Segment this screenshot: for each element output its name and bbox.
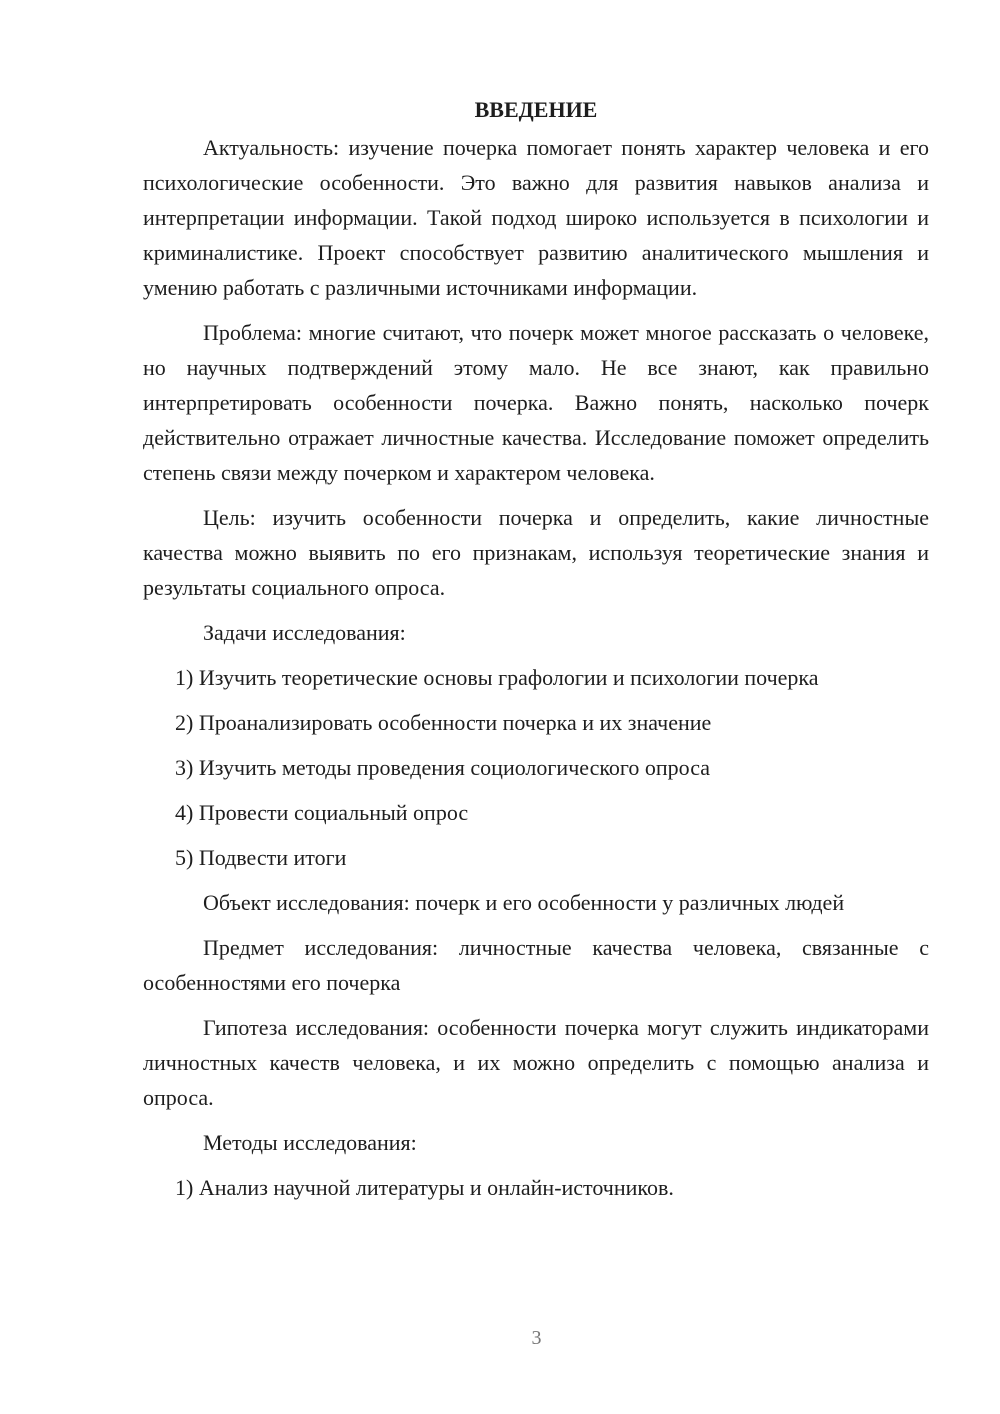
methods-heading: Методы исследования: bbox=[203, 1130, 417, 1155]
problem-paragraph: Проблема: многие считают, что почерк может многое рассказать о человеке, но научных подтверждений этому мало. Не все знают, как правильно интерпретировать особенности почерка. Важно понять, насколько почерк действительно отражает личностные качества. Исследование поможет определить степень связи между почерком и характером человека. bbox=[143, 320, 929, 485]
object-paragraph: Объект исследования: почерк и его особенности у различных людей bbox=[203, 890, 845, 915]
task-list-item: 5) Подвести итоги bbox=[175, 845, 347, 870]
document-page bbox=[143, 92, 929, 1215]
goal-paragraph: Цель: изучить особенности почерка и определить, какие личностные качества можно выявить по его признакам, используя теоретические знания и результаты социального опроса. bbox=[143, 505, 929, 600]
tasks-heading: Задачи исследования: bbox=[203, 620, 406, 645]
task-list-item: 2) Проанализировать особенности почерка и их значение bbox=[175, 710, 712, 735]
relevance-paragraph: Актуальность: изучение почерка помогает понять характер человека и его психологические особенности. Это важно для развития навыков анализа и интерпретации информации. Такой подход широко используется в психологии и криминалистике. Проект способствует развитию аналитического мышления и умению работать с различными источниками информации. bbox=[143, 135, 929, 300]
task-list-item: 1) Изучить теоретические основы графологии и психологии почерка bbox=[175, 665, 819, 690]
subject-paragraph: Предмет исследования: личностные качества человека, связанные с особенностями его почерка bbox=[143, 935, 929, 995]
page-title: ВВЕДЕНИЕ bbox=[474, 97, 598, 122]
task-list-item: 3) Изучить методы проведения социологического опроса bbox=[175, 755, 711, 780]
task-list-item: 4) Провести социальный опрос bbox=[175, 800, 469, 825]
page-number: 3 bbox=[531, 1327, 542, 1349]
hypothesis-paragraph: Гипотеза исследования: особенности почерка могут служить индикаторами личностных качеств человека, и их можно определить с помощью анализа и опроса. bbox=[143, 1015, 929, 1110]
method-list-item: 1) Анализ научной литературы и онлайн-источников. bbox=[175, 1175, 674, 1200]
